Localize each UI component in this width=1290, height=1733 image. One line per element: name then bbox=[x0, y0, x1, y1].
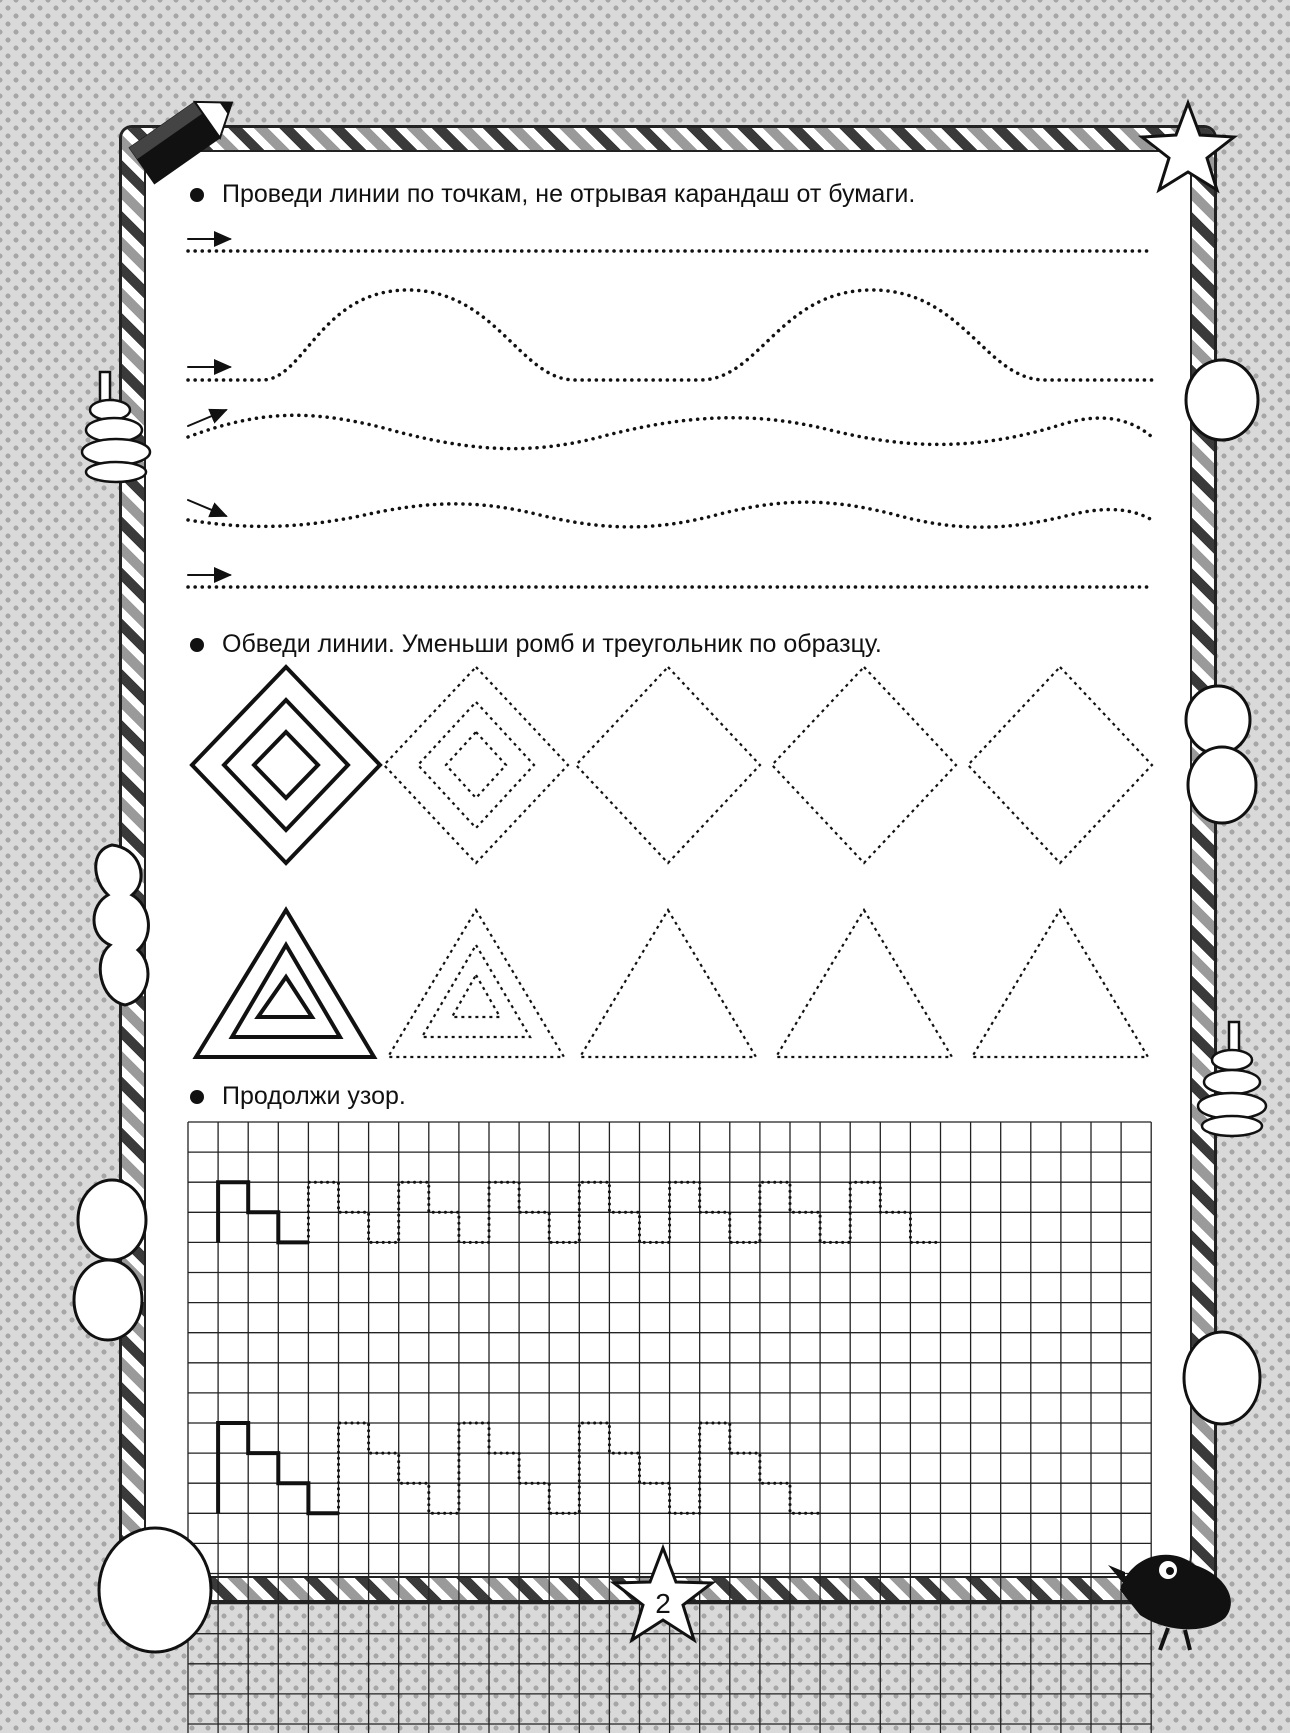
triangle-shapes-row bbox=[196, 910, 1148, 1057]
star-icon bbox=[1142, 103, 1234, 190]
diamond-sample bbox=[192, 667, 380, 863]
triangle-empty-2 bbox=[776, 910, 952, 1057]
instruction-text: Продолжи узор. bbox=[222, 1082, 406, 1110]
diamond-trace bbox=[384, 667, 568, 863]
triangle-empty-3 bbox=[972, 910, 1148, 1057]
instruction-text: Проведи линии по точкам, не отрывая карандаш от бумаги. bbox=[222, 180, 916, 208]
triangle-empty-1 bbox=[580, 910, 756, 1057]
diamond-empty-3 bbox=[968, 667, 1152, 863]
arrow-icon bbox=[188, 500, 226, 516]
dotted-line-wave-1 bbox=[188, 415, 1152, 448]
instruction-text: Обведи линии. Уменьши ромб и треугольник по образцу. bbox=[222, 630, 882, 658]
page-number: 2 bbox=[655, 1588, 671, 1619]
triangle-trace bbox=[388, 910, 564, 1057]
dotted-lines-exercise bbox=[188, 239, 1152, 587]
dotted-line-hump bbox=[188, 290, 1152, 380]
dotted-line-wave-2 bbox=[188, 502, 1152, 527]
pencil-icon bbox=[129, 85, 244, 184]
bird-icon bbox=[1108, 1555, 1231, 1650]
diamond-empty-2 bbox=[772, 667, 956, 863]
diamond-empty-1 bbox=[576, 667, 760, 863]
diamond-shapes-row bbox=[192, 667, 1152, 863]
pyramid-toy-icon bbox=[82, 372, 1266, 1136]
arrow-icon bbox=[188, 410, 226, 426]
triangle-sample bbox=[196, 910, 374, 1057]
